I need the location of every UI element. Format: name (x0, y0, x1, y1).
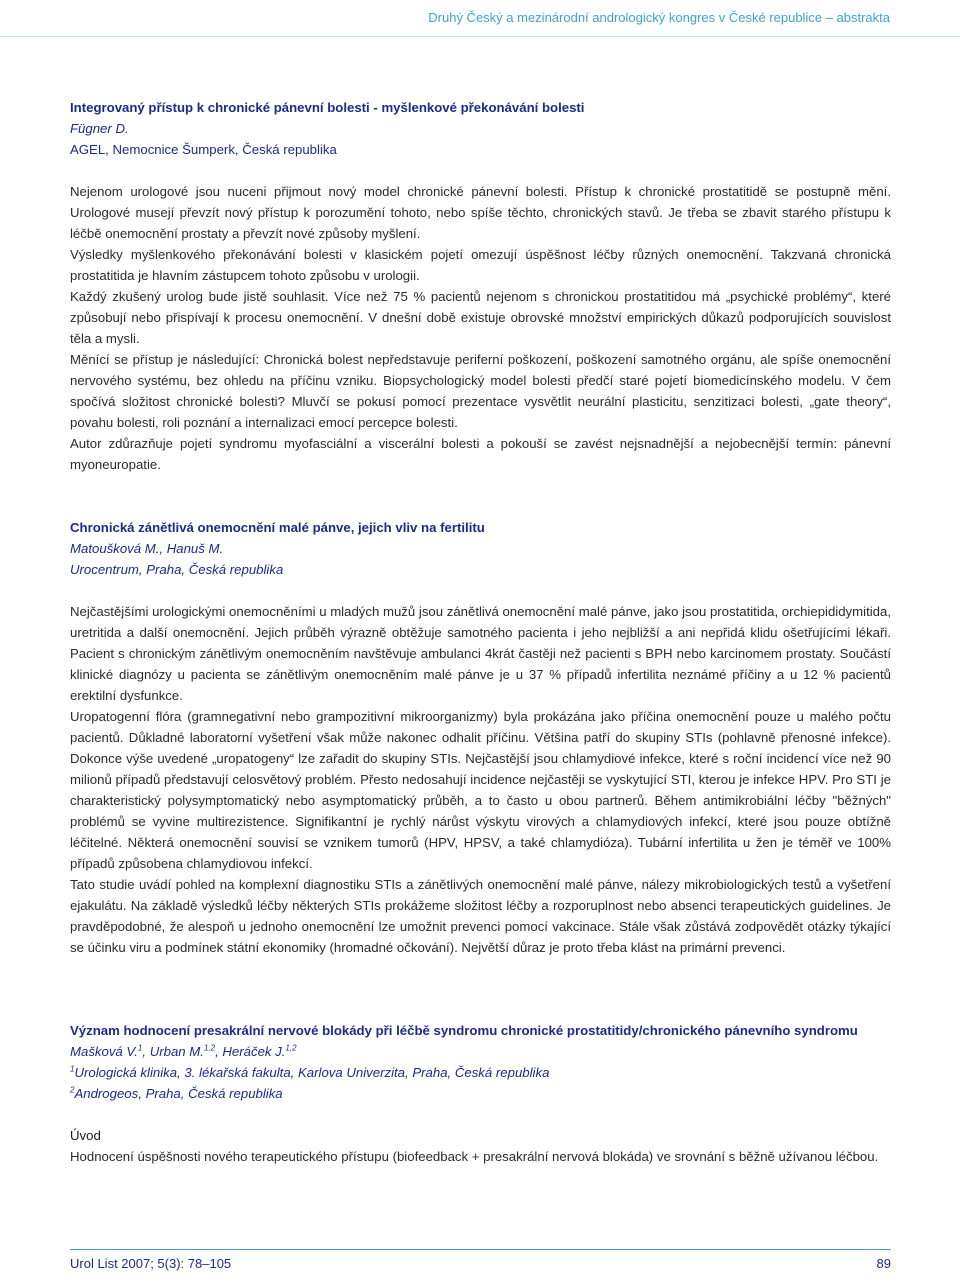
abstract-paragraph: Výsledky myšlenkového překonávání bolesti v klasickém pojetí omezují úspěšnost léčby různých onemocnění. Takzvaná chronická prostatitida je hlavním zástupcem tohoto způsobu v urologii. (70, 247, 891, 283)
article-3 (70, 1020, 891, 1167)
author-affiliation-marker: 1 (137, 1043, 143, 1053)
abstract-paragraph: Uropatogenní flóra (gramnegativní nebo grampozitivní mikroorganizmy) byla prokázána jako příčina onemocnění pouze u malého počtu pacientů. Důkladné laboratorní vyšetření však může nakonec odhalit příčinu. Většina patří do skupiny STIs (pohlavně přenosné infekce). Dokonce výše uvedené „uropatogeny“ lze zařadit do skupiny STIs. Nejčastější jsou chlamydiové infekce, které s roční incidencí více než 90 milionů případů představují celosvětový problém. Přesto nedosahují incidence nejčastěji se vyskytující STI, kterou je infekce HPV. Pro STI je charakteristický polysymptomatický nebo asymptomatický průběh, a to často u obou partnerů. Během antimikrobiální léčby "běžných" problémů se vyvine multirezistence. Signifikantní je rychlý nárůst výskytu virových a chlamydiových infekcí, které jsou pouze obtížně léčitelné. Některá onemocnění souvisí se vznikem tumorů (HPV, HPSV, a také chlamydióza). Tubární infertilita u žen je téměř ve 100% případů způsobena chlamydiovou infekcí. (70, 709, 891, 871)
author-name: Mašková V. (70, 1044, 138, 1059)
footer-citation: Urol List 2007; 5(3): 78–105 (70, 1256, 232, 1271)
article-1 (70, 97, 891, 475)
article-authors (70, 1041, 891, 1062)
abstract-paragraph: Autor zdůrazňuje pojetí syndromu myofasciální a viscerální bolesti a pokouší se zavést nejsnadnější a nejobecnější termín: pánevní myoneuropatie. (70, 436, 891, 472)
article-affiliation: AGEL, Nemocnice Šumperk, Česká republika (70, 142, 337, 157)
abstract-paragraph: Hodnocení úspěšnosti nového terapeutického přístupu (biofeedback + presakrální nervová blokáda) ve srovnání s běžně užívanou léčbou. (70, 1149, 879, 1164)
affiliation-text: Urologická klinika, 3. lékařská fakulta, Karlova Univerzita, Praha, Česká republika (74, 1065, 550, 1080)
author-name: , Urban M. (142, 1044, 204, 1059)
abstract-paragraph: Tato studie uvádí pohled na komplexní diagnostiku STIs a zánětlivých onemocnění malé pánve, nálezy mikrobiologických testů a vyšetření ejakulátu. Na základě výsledků léčby některých STIs prokážeme složitost léčby a rozporuplnost nebo absenci terapeutických guidelines. Je pravděpodobné, že alespoň u jednoho onemocnění lze umožnit prevenci pomocí vakcinace. Stále však zůstává zodpovědět otázky týkající se účinku viru a podmínek státní ekonomiky (hromadné očkování). Největší důraz je proto třeba klást na primární prevenci. (70, 877, 891, 955)
section-heading: Úvod (70, 1128, 101, 1143)
article-affiliation (70, 1062, 891, 1083)
article-title: Význam hodnocení presakrální nervové blokády při léčbě syndromu chronické prostatitidy/chronického pánevního syndromu (70, 1023, 858, 1038)
affiliation-text: Androgeos, Praha, Česká republika (74, 1086, 283, 1101)
abstract-paragraph: Nejčastějšími urologickými onemocněními u mladých mužů jsou zánětlivá onemocnění malé pánve, jako jsou prostatitida, orchiepididymitida, uretritida a další onemocnění. Jejich průběh výrazně obtěžuje samotného pacienta i jeho nejbližší a ani nepřidá klidu ošetřujícími lékaři. Pacient s chronickým zánětlivým onemocněním navštěvuje ambulanci 4krát častěji než pacienti s BPH nebo karcinomem prostaty. Součástí klinické diagnózy u pacienta se zánětlivým onemocněním malé pánve je u 37 % případů infertilita neznámé příčiny a u 12 % pacientů erektilní dysfunkce. (70, 604, 891, 703)
page-number: 89 (876, 1256, 891, 1271)
article-title: Chronická zánětlivá onemocnění malé pánve, jejich vliv na fertilitu (70, 520, 485, 535)
header-divider (0, 36, 960, 37)
abstract-paragraph: Každý zkušený urolog bude jistě souhlasit. Více než 75 % pacientů nejenom s chronickou prostatitidou má „psychické problémy“, které způsobují nebo přispívají k procesu onemocnění. V dnešní době existuje obrovské množství empirických důkazů podporujících souvislost těla a mysli. (70, 289, 891, 346)
footer-divider (70, 1249, 891, 1250)
abstract-paragraph: Měnící se přístup je následující: Chronická bolest nepředstavuje periferní poškození, poškození samotného orgánu, ale spíše onemocnění nervového systému, bez ohledu na příčinu vzniku. Biopsychologický model bolesti předčí staré pojetí biomedicínského modelu. V čem spočívá složitost chronické bolesti? Mluvčí se pokusí pomocí prezentace vysvětlit neurální plasticitu, senzitizaci bolesti, „gate theory“, povahu bolesti, roli poznání a internalizaci emocí percepce bolesti. (70, 352, 891, 430)
abstract-paragraph: Nejenom urologové jsou nuceni přijmout nový model chronické pánevní bolesti. Přístup k chronické prostatitidě se postupně mění. Urologové musejí převzít nový přístup k porozumění tohoto, nebo spíše těchto, chronických stavů. Je třeba se zbavit starého přístupu k léčbě onemocnění prostaty a převzít nové způsoby myšlení. (70, 184, 891, 241)
article-authors: Matoušková M., Hanuš M. (70, 541, 224, 556)
article-affiliation (70, 1083, 891, 1104)
author-affiliation-marker: 1,2 (203, 1043, 216, 1053)
article-authors: Fügner D. (70, 121, 129, 136)
article-2 (70, 517, 891, 958)
affiliation-marker: 1 (70, 1064, 75, 1074)
article-title: Integrovaný přístup k chronické pánevní bolesti - myšlenkové překonávání bolesti (70, 100, 585, 115)
affiliation-marker: 2 (70, 1085, 75, 1095)
author-affiliation-marker: 1,2 (285, 1043, 297, 1053)
running-header: Druhý Český a mezinárodní andrologický kongres v České republice – abstrakta (428, 10, 890, 25)
article-affiliation: Urocentrum, Praha, Česká republika (70, 562, 284, 577)
author-name: , Heráček J. (215, 1044, 286, 1059)
